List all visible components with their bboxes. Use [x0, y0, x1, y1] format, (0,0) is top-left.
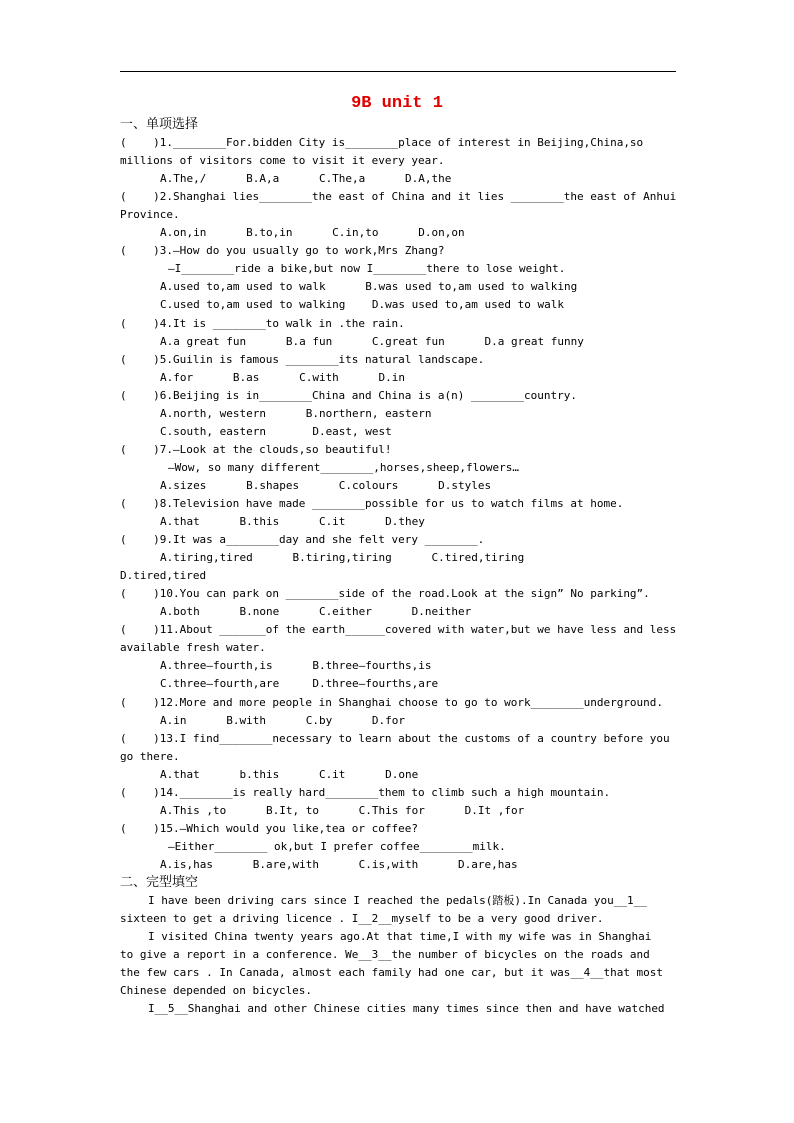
worksheet-body — [120, 116, 676, 1018]
passage-line: I visited China twenty years ago.At that time,I with my wife was in Shanghai — [148, 930, 652, 944]
options-line: A.north, western B.northern, eastern — [160, 406, 432, 420]
question-line: available fresh water. — [120, 641, 266, 655]
options-line: A.in B.with C.by D.for — [160, 713, 406, 727]
question-line: go there. — [120, 749, 180, 763]
question-line: —Wow, so many different________,horses,sheep,flowers… — [168, 460, 519, 474]
options-line: A.that B.this C.it D.they — [160, 515, 425, 529]
page-title: 9B unit 1 — [351, 94, 443, 113]
question-line: ( )6.Beijing is in________China and China is a(n) ________country. — [120, 388, 577, 402]
question-line: —Either________ ok,but I prefer coffee________milk. — [168, 839, 506, 853]
passage-line: I have been driving cars since I reached the pedals(踏板).In Canada you__1__ — [148, 894, 647, 908]
question-line: ( )9.It was a________day and she felt very ________. — [120, 533, 485, 547]
passage-line: sixteen to get a driving licence . I__2__myself to be a very good driver. — [120, 912, 604, 926]
options-line: C.three—fourth,are D.three—fourths,are — [160, 677, 439, 691]
options-line: A.tiring,tired B.tiring,tiring C.tired,tiring — [160, 551, 525, 565]
question-line: ( )5.Guilin is famous ________its natural landscape. — [120, 352, 485, 366]
question-line: ( )3.—How do you usually go to work,Mrs Zhang? — [120, 244, 445, 258]
options-line: A.for B.as C.with D.in — [160, 370, 406, 384]
question-line: —I________ride a bike,but now I________there to lose weight. — [168, 262, 566, 276]
section2-heading: 二、完型填空 — [120, 874, 199, 890]
question-line: ( )10.You can park on ________side of the road.Look at the sign” No parking”. — [120, 587, 650, 601]
options-line: A.both B.none C.either D.neither — [160, 605, 472, 619]
question-line: ( )13.I find________necessary to learn about the customs of a country before you — [120, 731, 670, 745]
options-line: A.used to,am used to walk B.was used to,am used to walking — [160, 280, 578, 294]
section1-heading: 一、单项选择 — [120, 117, 199, 132]
passage-line: Chinese depended on bicycles. — [120, 984, 313, 998]
question-line: ( )1.________For.bidden City is________place of interest in Beijing,China,so — [120, 136, 644, 150]
options-line: C.south, eastern D.east, west — [160, 424, 392, 438]
question-line: ( )15.—Which would you like,tea or coffee? — [120, 821, 419, 835]
question-line: ( )4.It is ________to walk in .the rain. — [120, 316, 405, 330]
question-line: ( )7.—Look at the clouds,so beautiful! — [120, 442, 392, 456]
passage-line: the few cars . In Canada, almost each family had one car, but it was__4__that most — [120, 966, 664, 980]
passage-line: to give a report in a conference. We__3__the number of bicycles on the roads and — [120, 948, 650, 962]
options-line: C.used to,am used to walking D.was used to,am used to walk — [160, 298, 564, 312]
passage-line: I__5__Shanghai and other Chinese cities many times since then and have watched — [148, 1002, 665, 1016]
options-line: A.This ,to B.It, to C.This for D.It ,for — [160, 803, 525, 817]
question-line: ( )14.________is really hard________them to climb such a high mountain. — [120, 785, 611, 799]
question-line: ( )12.More and more people in Shanghai choose to go to work________underground. — [120, 695, 664, 709]
options-line: A.that b.this C.it D.one — [160, 767, 419, 781]
question-line: Province. — [120, 208, 180, 222]
options-line: A.is,has B.are,with C.is,with D.are,has — [160, 857, 518, 871]
question-line: millions of visitors come to visit it every year. — [120, 154, 445, 168]
options-line: A.on,in B.to,in C.in,to D.on,on — [160, 226, 465, 240]
options-line: A.sizes B.shapes C.colours D.styles — [160, 478, 492, 492]
header-rule — [120, 71, 676, 72]
question-line: ( )11.About _______of the earth______covered with water,but we have less and less — [120, 623, 677, 637]
options-line: D.tired,tired — [120, 569, 207, 583]
options-line: A.a great fun B.a fun C.great fun D.a great funny — [160, 334, 584, 348]
question-line: ( )8.Television have made ________possible for us to watch films at home. — [120, 496, 624, 510]
question-line: ( )2.Shanghai lies________the east of China and it lies ________the east of Anhui — [120, 190, 677, 204]
options-line: A.three—fourth,is B.three—fourths,is — [160, 659, 432, 673]
options-line: A.The,/ B.A,a C.The,a D.A,the — [160, 172, 452, 186]
